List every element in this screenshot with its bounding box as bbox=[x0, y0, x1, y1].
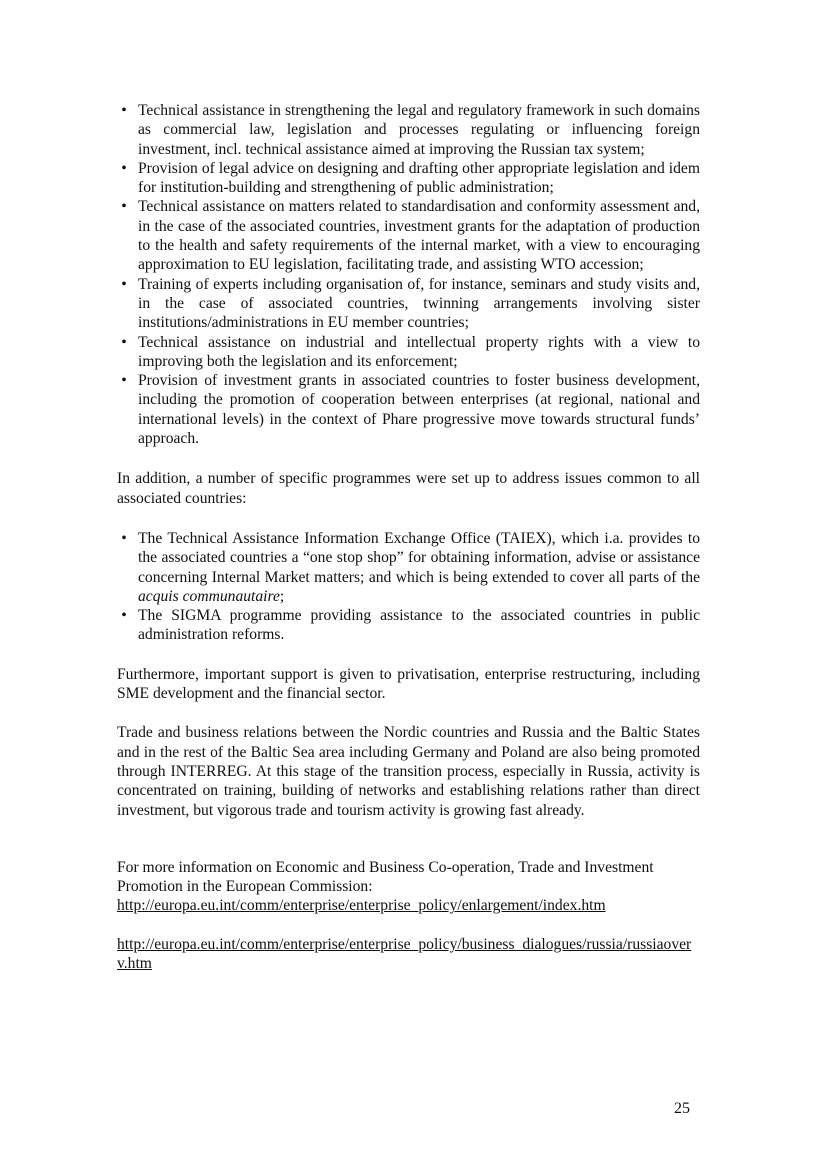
programmes-paragraph: In addition, a number of specific programmes were set up to address issues common to all associated countries: bbox=[117, 470, 700, 507]
enlargement-link[interactable]: http://europa.eu.int/comm/enterprise/enterprise_policy/enlargement/index.htm bbox=[117, 897, 606, 915]
programmes-bullet-list bbox=[117, 529, 700, 645]
list-item bbox=[117, 101, 700, 159]
bullet-icon: • bbox=[121, 372, 127, 390]
list-item bbox=[117, 529, 700, 606]
list-item bbox=[117, 371, 700, 448]
bullet-icon: • bbox=[121, 529, 127, 547]
list-item-text: Training of experts including organisation of, for instance, seminars and study visits and, in the case of associated countries, twinning arrangements involving sister institutions/administrations in EU member countries; bbox=[138, 275, 700, 332]
list-item-text: Provision of investment grants in associated countries to foster business development, including the promotion of cooperation between enterprises (at regional, national and international levels) in the context of Phare progressive move towards structural funds’ approach. bbox=[138, 372, 700, 448]
list-item-text: Technical assistance in strengthening the legal and regulatory framework in such domains as commercial law, legislation and processes regulating or influencing foreign investment, incl. technical assistance aimed at improving the Russian tax system; bbox=[138, 102, 700, 158]
bullet-icon: • bbox=[121, 159, 127, 177]
list-item bbox=[117, 606, 700, 645]
taiex-text-end: ; bbox=[279, 587, 285, 605]
bullet-icon: • bbox=[121, 198, 127, 216]
assistance-bullet-list bbox=[117, 101, 700, 448]
list-item-text: Technical assistance on matters related to standardisation and conformity assessment and, in the case of the associated countries, investment grants for the adaptation of production to the health and safety requirements of the internal market, with a view to encouraging approximation to EU legislation, facilitating trade, and assisting WTO accession; bbox=[138, 198, 700, 274]
list-item bbox=[117, 275, 700, 333]
bullet-icon: • bbox=[121, 275, 127, 293]
list-item-text: Technical assistance on industrial and intellectual property rights with a view to improving both the legislation and its enforcement; bbox=[138, 333, 700, 370]
sigma-text: The SIGMA programme providing assistance to the associated countries in public administration reforms. bbox=[138, 607, 700, 644]
bullet-icon: • bbox=[121, 102, 127, 119]
list-item bbox=[117, 333, 700, 372]
privatisation-paragraph: Furthermore, important support is given to privatisation, enterprise restructuring, including SME development and the financial sector. bbox=[117, 665, 700, 703]
trade-paragraph: Trade and business relations between the Nordic countries and Russia and the Baltic States and in the rest of the Baltic Sea area including Germany and Poland are also being promoted through INTERREG. At this stage of the transition process, especially in Russia, activity is concentrated on training, building of networks and establishing relations rather than direct investment, but vigorous trade and tourism activity is growing fast already. bbox=[117, 724, 700, 819]
russia-overview-link[interactable]: http://europa.eu.int/comm/enterprise/enterprise_policy/business_dialogues/russia/russiaoverv.htm bbox=[117, 935, 692, 972]
list-item bbox=[117, 159, 700, 198]
taiex-text: The Technical Assistance Information Exchange Office (TAIEX), which i.a. provides to the associated countries a “one stop shop” for obtaining information, advise or assistance concerning Internal Market matters; and which is being extended to cover all parts of the bbox=[138, 529, 700, 586]
list-item-text: Provision of legal advice on designing and drafting other appropriate legislation and idem for institution-building and strengthening of public administration; bbox=[138, 159, 700, 197]
page-number: 25 bbox=[674, 1100, 690, 1117]
bullet-icon: • bbox=[121, 607, 127, 625]
more-info-intro: For more information on Economic and Business Co-operation, Trade and Investment Promotion in the European Commission: bbox=[117, 858, 654, 896]
bullet-icon: • bbox=[121, 333, 127, 351]
acquis-italic: acquis communautaire bbox=[138, 587, 280, 605]
page-content bbox=[117, 101, 700, 973]
list-item bbox=[117, 197, 700, 274]
